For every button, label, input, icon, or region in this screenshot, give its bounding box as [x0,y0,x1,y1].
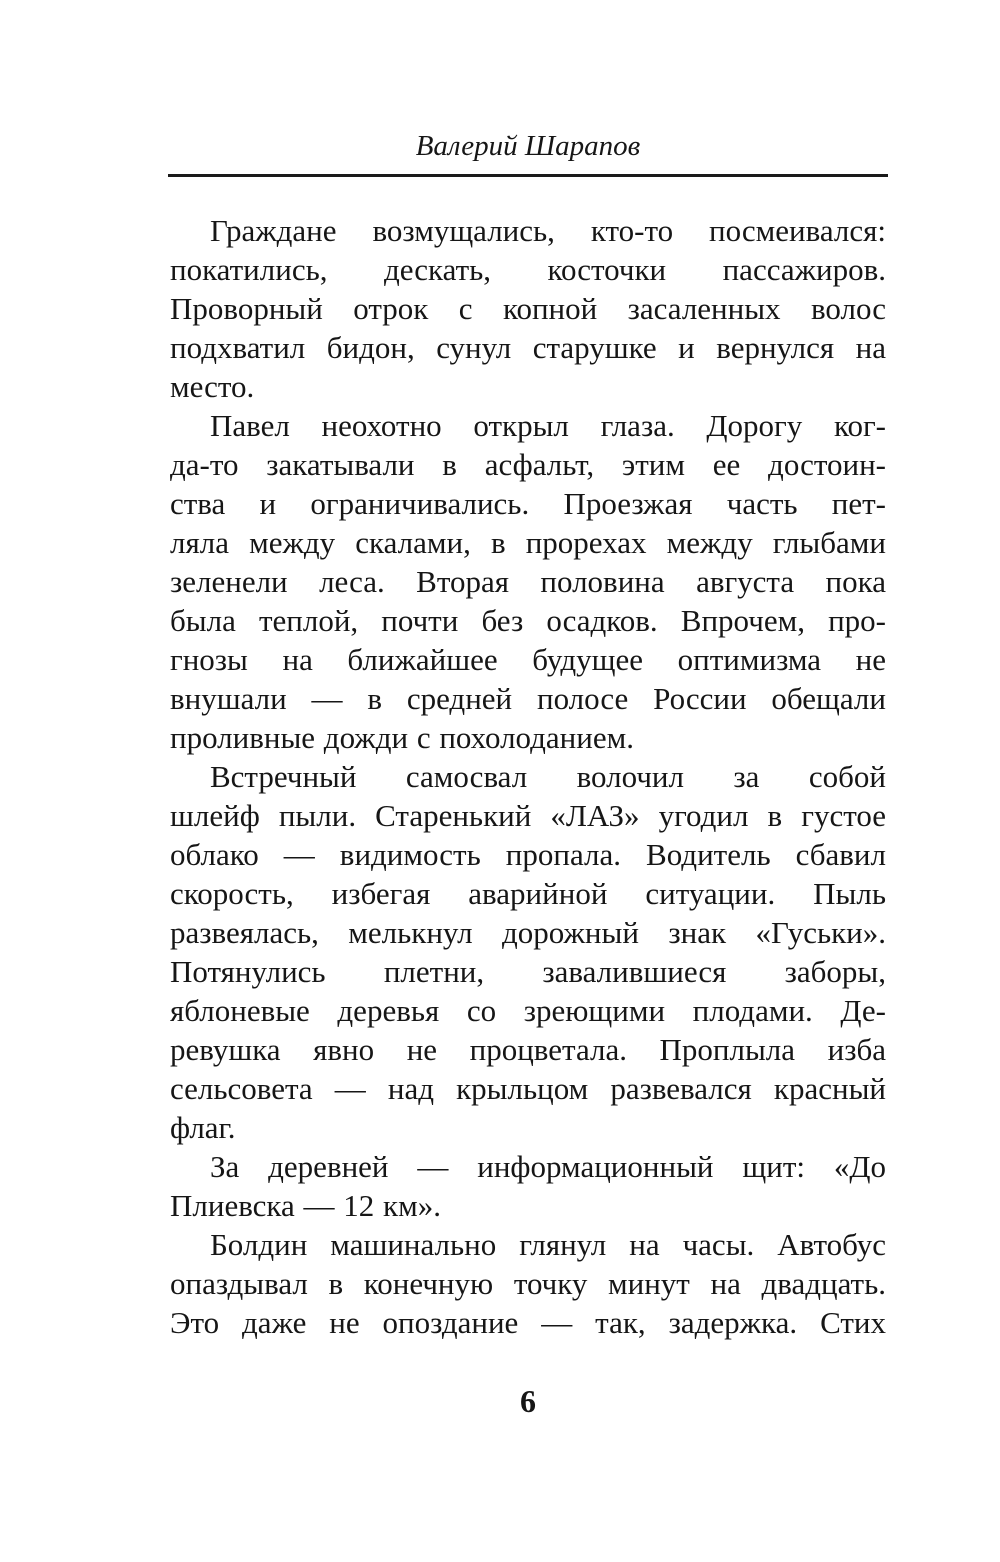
text-line: опаздывал в конечную точку минут на двадцать. [170,1266,886,1301]
text-line: облако — видимость пропала. Водитель сбавил [170,837,886,872]
text-line: развеялась, мелькнул дорожный знак «Гуськи». [170,915,886,950]
text-line: ства и ограничивались. Проезжая часть пет- [170,486,886,521]
text-line: сельсовета — над крыльцом развевался красный [170,1071,886,1106]
body-text [170,211,886,1342]
text-line: Потянулись плетни, завалившиеся заборы, [170,954,886,989]
author-name: Валерий Шарапов [415,130,641,162]
text-line: Павел неохотно открыл глаза. Дорогу ког- [210,408,886,443]
text-line: Граждане возмущались, кто-то посмеивался: [210,213,886,248]
paragraph [170,1147,886,1225]
text-line: яблоневые деревья со зреющими плодами. Де- [170,993,886,1028]
text-line: ревушка явно не процветала. Проплыла изба [170,1032,886,1067]
text-line: За деревней — информационный щит: «До [210,1149,886,1184]
text-line: Плиевска — 12 км». [170,1188,441,1223]
text-line: да-то закатывали в асфальт, этим ее достоин- [170,447,886,482]
text-line: флаг. [170,1110,236,1145]
paragraph [170,406,886,757]
text-line: была теплой, почти без осадков. Впрочем, про- [170,603,886,638]
text-line: проливные дожди с похолоданием. [170,720,634,755]
page-number: 6 [520,1383,536,1419]
text-line: подхватил бидон, сунул старушке и вернулся на [170,330,886,365]
paragraph [170,757,886,1147]
text-line: место. [170,369,255,404]
text-line: ляла между скалами, в прорехах между глыбами [170,525,886,560]
text-line: Болдин машинально глянул на часы. Автобус [210,1227,886,1262]
text-line: Это даже не опоздание — так, задержка. Стих [170,1305,886,1340]
text-line: гнозы на ближайшее будущее оптимизма не [170,642,886,677]
text-line: покатились, дескать, косточки пассажиров. [170,252,886,287]
text-line: шлейф пыли. Старенький «ЛАЗ» угодил в густое [170,798,886,833]
header-rule [168,174,888,177]
text-line: скорость, избегая аварийной ситуации. Пыль [170,876,886,911]
paragraph [170,1225,886,1342]
text-line: Встречный самосвал волочил за собой [210,759,886,794]
text-line: Проворный отрок с копной засаленных волос [170,291,886,326]
paragraph [170,211,886,406]
text-line: внушали — в средней полосе России обещали [170,681,886,716]
text-line: зеленели леса. Вторая половина августа пока [170,564,886,599]
